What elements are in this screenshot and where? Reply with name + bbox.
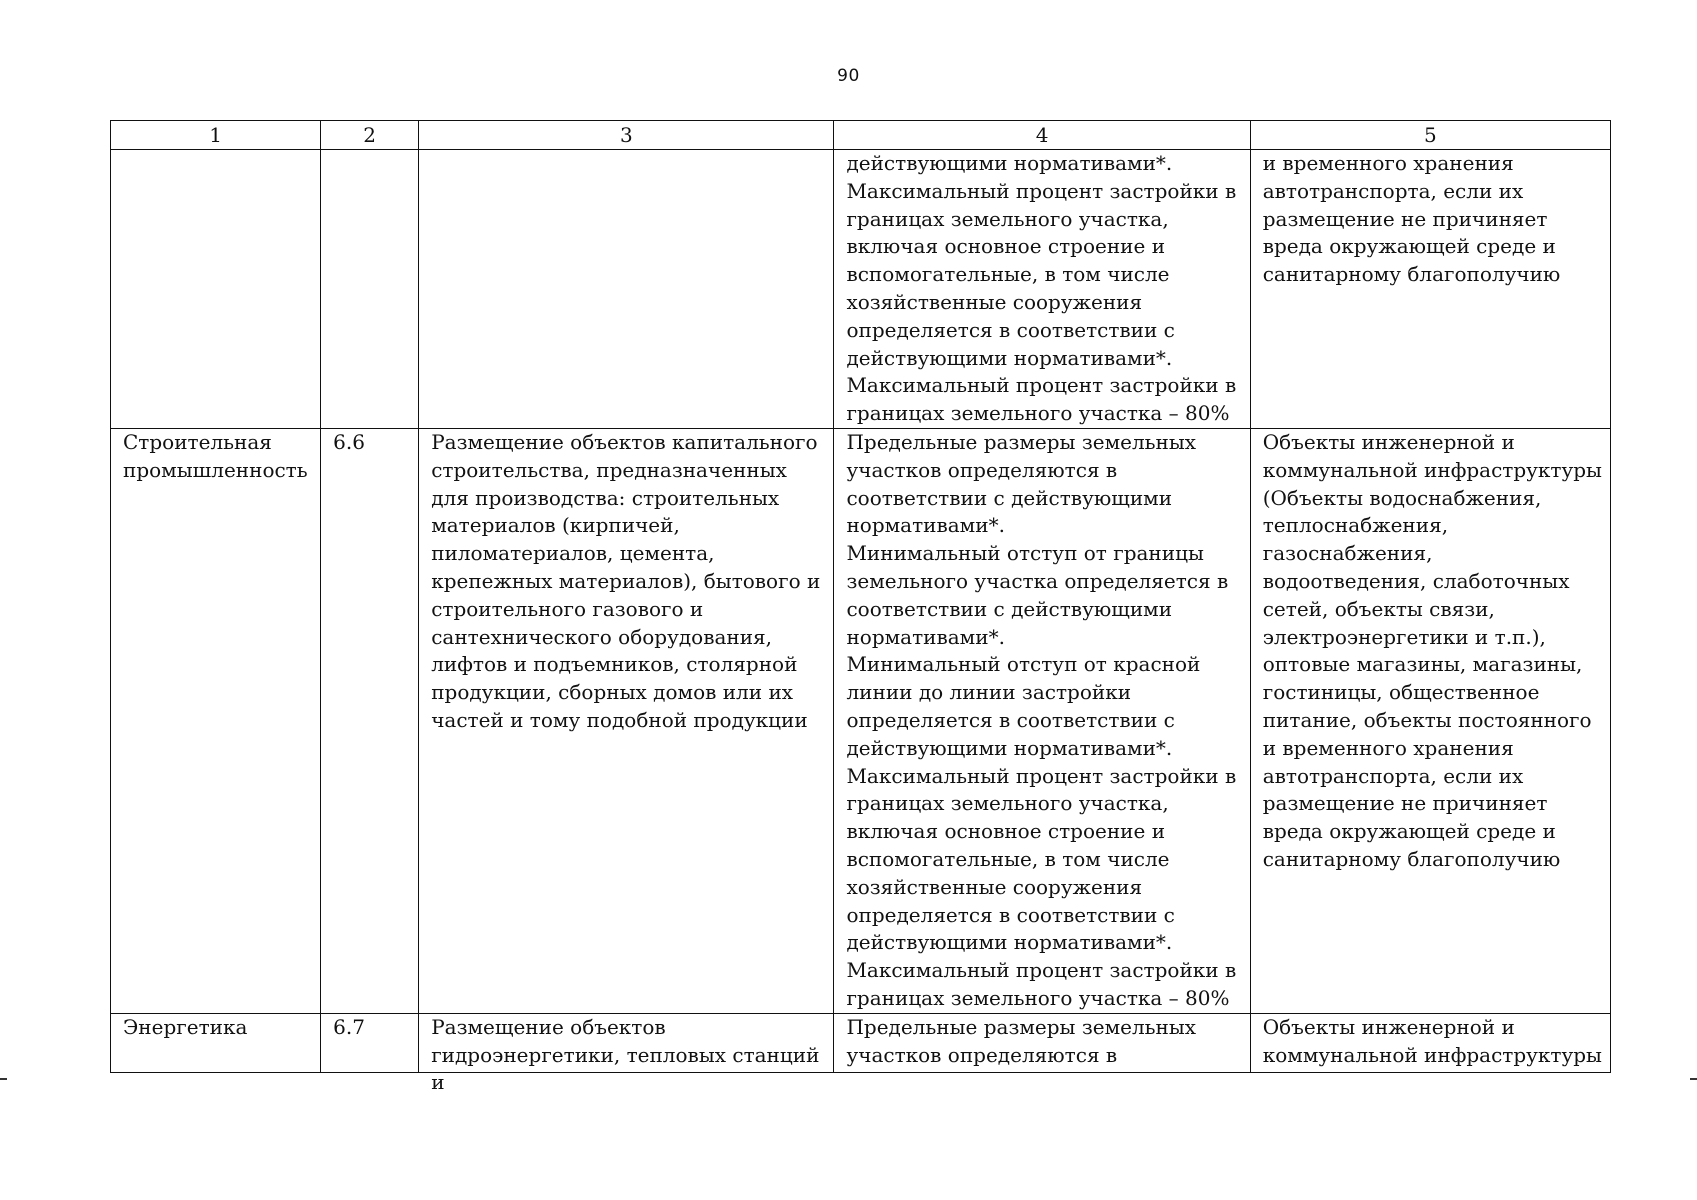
- column-header-1: 1: [111, 121, 321, 150]
- table-row: [111, 1013, 1611, 1072]
- table-row: [111, 428, 1611, 1013]
- column-header-5: 5: [1250, 121, 1610, 150]
- use-code-cell: [321, 150, 419, 429]
- column-header-2: 2: [321, 121, 419, 150]
- parameters-cell: действующими нормативами*. Максимальный процент застройки в границах земельного участка, включая основное строение и вспомогательные, в том числе хозяйственные сооружения определяется в соответствии с действующими нормативами*. Максимальный процент застройки в границах земельного участка – 80%: [834, 150, 1250, 429]
- zoning-table: [110, 120, 1611, 1095]
- page-number: 90: [837, 66, 860, 86]
- parameters-cell: Предельные размеры земельных участков определяются в соответствии с действующими нормативами*. Минимальный отступ от границы земельного участка определяется в соответствии с действующими нормативами*. Минимальный отступ от красной линии до линии застройки определяется в соответствии с действующими нормативами*. Максимальный процент застройки в границах земельного участка, включая основное строение и вспомогательные, в том числе хозяйственные сооружения определяется в соответствии с действующими нормативами*. Максимальный процент застройки в границах земельного участка – 80%: [834, 428, 1250, 1013]
- parameters-cell: Предельные размеры земельных участков определяются в: [834, 1013, 1250, 1072]
- use-code-cell: 6.6: [321, 428, 419, 1013]
- use-name-cell: Энергетика: [111, 1013, 321, 1072]
- scan-margin-mark: [0, 1078, 7, 1080]
- auxiliary-uses-cell: Объекты инженерной и коммунальной инфраструктуры: [1250, 1013, 1610, 1072]
- auxiliary-uses-cell: и временного хранения автотранспорта, если их размещение не причиняет вреда окружающей среде и санитарному благополучию: [1250, 150, 1610, 429]
- use-code-cell: 6.7: [321, 1013, 419, 1072]
- table-row: [111, 150, 1611, 429]
- use-description-cell: Размещение объектов капитального строительства, предназначенных для производства: строительных материалов (кирпичей, пиломатериалов, цемента, крепежных материалов), бытового и строительного газового и сантехнического оборудования, лифтов и подъемников, столярной продукции, сборных домов или их частей и тому подобной продукции: [419, 428, 834, 1013]
- use-description-cell: [419, 150, 834, 429]
- column-header-4: 4: [834, 121, 1250, 150]
- use-name-cell: [111, 150, 321, 429]
- table-header-row: [111, 121, 1611, 150]
- auxiliary-uses-cell: Объекты инженерной и коммунальной инфраструктуры (Объекты водоснабжения, теплоснабжения, газоснабжения, водоотведения, слаботочных сетей, объекты связи, электроэнергетики и т.п.), оптовые магазины, магазины, гостиницы, общественное питание, объекты постоянного и временного хранения автотранспорта, если их размещение не причиняет вреда окружающей среде и санитарному благополучию: [1250, 428, 1610, 1013]
- use-description-cell: Размещение объектов гидроэнергетики, тепловых станций и: [419, 1013, 834, 1072]
- scan-margin-mark: [1690, 1078, 1697, 1080]
- use-name-cell: Строительная промышленность: [111, 428, 321, 1013]
- column-header-3: 3: [419, 121, 834, 150]
